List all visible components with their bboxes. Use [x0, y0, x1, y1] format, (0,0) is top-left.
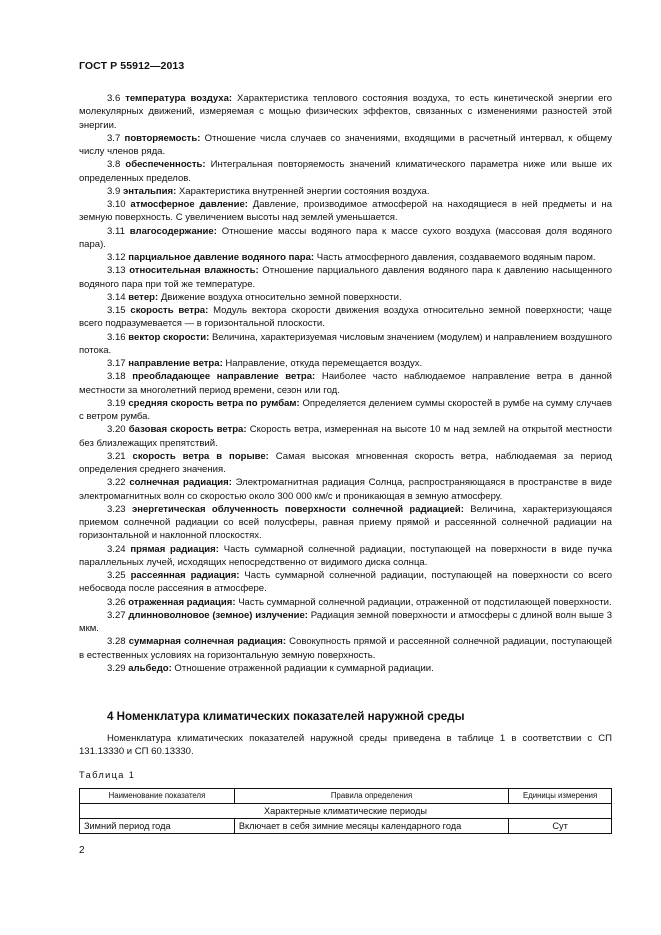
definition-item: [79, 370, 612, 397]
table-header-cell: Наименование показателя: [80, 789, 235, 804]
definition-text: Давление, производимое атмосферой на находящиеся в ней предметы и на земную поверхность. С увеличением высоты над землей уменьшается.: [79, 199, 612, 224]
table-cell: Включает в себя зимние месяцы календарного года: [234, 819, 508, 834]
definition-text: Отношение парциального давления водяного пара к давлению насыщенного водяного пара при той же температуре.: [79, 265, 613, 290]
definition-text: Характеристика теплового состояния воздуха, то есть кинетической энергии его молекулярных движений, измеряемая с мощью физических эффектов, связанных с изменениями разностей этой энергии.: [79, 93, 613, 131]
definition-item: [79, 291, 612, 304]
definition-text: Скорость ветра, измеренная на высоте 10 м над землей на открытой местности без близлежащих препятствий.: [79, 424, 612, 449]
definition-term: атмосферное давление:: [130, 199, 248, 210]
definition-term: солнечная радиация:: [129, 477, 232, 489]
definition-number: 3.13: [107, 265, 126, 277]
definitions-list: [79, 92, 612, 675]
definition-number: 3.19: [107, 397, 126, 409]
definition-number: 3.22: [107, 477, 126, 489]
definition-item: [79, 596, 612, 609]
definition-text: Радиация земной поверхности и атмосферы с длиной волн выше 3 мкм.: [79, 609, 612, 634]
definition-text: Определяется делением суммы скоростей в румбе на сумму случаев с ветром румба.: [79, 397, 613, 422]
definition-number: 3.9: [107, 185, 121, 197]
table-group-cell: Характерные климатические периоды: [80, 804, 612, 819]
definition-term: скорость ветра:: [130, 305, 209, 316]
definition-number: 3.6: [107, 93, 121, 104]
table-header-cell: Правила определения: [234, 789, 508, 804]
definition-term: ветер:: [128, 291, 159, 303]
definition-item: [79, 198, 612, 225]
definition-text: Часть суммарной солнечной радиации, поступающей на поверхности со всего небосвода после рассеяния в атмосфере.: [79, 570, 613, 595]
definition-term: обеспеченность:: [125, 159, 206, 171]
climate-table: [79, 788, 612, 834]
definition-text: Часть суммарной солнечной радиации, поступающей на поверхности в виде пучка параллельных лучей, исходящих непосредственно от видимого диска солнца.: [79, 543, 612, 568]
definition-item: [79, 423, 612, 450]
definition-text: Величина, характеризуемая числовым значением (модулем) и направлением воздушного потока.: [79, 331, 613, 356]
definition-item: [79, 251, 612, 264]
definition-item: [79, 357, 612, 370]
definition-number: 3.12: [107, 252, 126, 263]
definition-term: рассеянная радиация:: [130, 570, 240, 581]
definition-text: Совокупность прямой и рассеянной солнечной радиации, поступающей в естественных условиях на горизонтальную земную поверхность.: [79, 636, 612, 661]
definition-term: вектор скорости:: [128, 331, 210, 343]
document-header: ГОСТ Р 55912—2013: [79, 60, 185, 72]
definition-item: [79, 225, 612, 252]
definition-term: базовая скорость ветра:: [128, 424, 247, 436]
definition-item: [79, 635, 612, 662]
table-row: [80, 819, 612, 834]
definition-number: 3.25: [107, 570, 126, 581]
definition-number: 3.18: [107, 371, 126, 383]
definition-number: 3.14: [107, 291, 126, 303]
definition-number: 3.16: [107, 331, 126, 343]
definition-number: 3.15: [107, 305, 126, 316]
definition-item: [79, 569, 612, 596]
definition-text: Интегральная повторяемость значений климатического параметра ниже или выше их определенных пределов.: [79, 159, 612, 184]
definition-number: 3.24: [107, 543, 126, 555]
definition-term: парциальное давление водяного пара:: [128, 252, 315, 263]
definition-number: 3.10: [107, 199, 126, 210]
definition-term: прямая радиация:: [130, 543, 219, 555]
definition-text: Движение воздуха относительно земной поверхности.: [158, 291, 402, 303]
definition-term: суммарная солнечная радиация:: [128, 636, 287, 648]
definition-number: 3.23: [107, 503, 126, 515]
definition-number: 3.11: [107, 225, 125, 237]
definition-term: энергетическая облученность поверхности солнечной радиацией:: [131, 503, 464, 515]
definition-number: 3.20: [107, 424, 126, 436]
definition-text: Часть атмосферного давления, создаваемого водяным паром.: [314, 252, 596, 263]
table-header-row: [80, 789, 612, 804]
definition-item: [79, 264, 612, 291]
definition-term: альбедо:: [128, 662, 172, 674]
definition-item: [79, 331, 612, 358]
section-paragraph: Номенклатура климатических показателей наружной среды приведена в таблице 1 в соответствии с СП 131.13330 и СП 60.13330.: [79, 733, 612, 758]
definition-item: [79, 503, 612, 543]
definition-term: средняя скорость ветра по румбам:: [128, 397, 300, 409]
definition-item: [79, 543, 612, 570]
definition-item: [79, 450, 612, 477]
definition-text: Часть суммарной солнечной радиации, отраженной от подстилающей поверхности.: [235, 596, 612, 608]
table-group-row: [80, 804, 612, 819]
definition-number: 3.29: [107, 662, 126, 674]
definition-item: [79, 609, 612, 636]
definition-text: Направление, откуда перемещается воздух.: [222, 358, 423, 369]
definition-term: преобладающее направление ветра:: [132, 371, 316, 383]
definition-text: Характеристика внутренней энергии состояния воздуха.: [176, 185, 430, 197]
definition-item: [79, 132, 612, 159]
definition-term: повторяемость:: [124, 132, 201, 144]
definition-text: Наиболее часто наблюдаемое направление ветра в данной местности за многолетний период времени, сезон или год.: [79, 371, 612, 396]
definition-number: 3.27: [107, 609, 126, 621]
definition-item: [79, 397, 612, 424]
table-cell: Зимний период года: [80, 819, 235, 834]
definition-term: влагосодержание:: [129, 225, 217, 237]
definition-term: отраженная радиация:: [128, 596, 236, 608]
definition-item: [79, 185, 612, 198]
definition-text: Отношение числа случаев со значениями, входящими в расчетный интервал, к общему числу членов ряда.: [79, 132, 613, 157]
table-cell: Сут: [509, 819, 612, 834]
definition-text: Самая высокая мгновенная скорость ветра, наблюдаемая за период определения среднего значения.: [79, 450, 612, 475]
definition-text: Отношение массы водяного пара к массе сухого воздуха (массовая доля водяного пара).: [79, 225, 613, 250]
definition-term: скорость ветра в порыве:: [132, 450, 269, 462]
page-number: 2: [79, 845, 85, 856]
definition-text: Величина, характеризующаяся приемом солнечной радиации со всей полусферы, равная приему прямой и рассеянной солнечной радиации на горизонтальной и наклонной плоскостях.: [79, 503, 613, 542]
section-heading: 4 Номенклатура климатических показателей наружной среды: [107, 710, 465, 723]
definition-text: Электромагнитная радиация Солнца, распространяющаяся в пространстве в виде электромагнитных волн со скоростью около 300 000 км/с и проникающая в земную атмосферу.: [79, 477, 613, 502]
definition-term: длинноволновое (земное) излучение:: [128, 609, 308, 621]
definition-item: [79, 304, 612, 331]
definition-item: [79, 92, 612, 132]
definition-number: 3.28: [107, 636, 126, 648]
definition-term: относительная влажность:: [129, 265, 259, 277]
definition-number: 3.17: [107, 358, 126, 369]
definition-term: температура воздуха:: [125, 93, 233, 104]
definition-item: [79, 476, 612, 503]
definition-number: 3.21: [107, 450, 126, 462]
definition-term: энтальпия:: [122, 185, 177, 197]
definition-number: 3.7: [107, 132, 121, 144]
definition-number: 3.8: [107, 159, 121, 171]
definition-number: 3.26: [107, 596, 126, 608]
table-header-cell: Единицы измерения: [509, 789, 612, 804]
definition-text: Модуль вектора скорости движения воздуха относительно земной поверхности; чаще всего подразумевается — в горизонтальной плоскости.: [79, 305, 612, 330]
table-caption: Таблица 1: [79, 770, 136, 780]
definition-term: направление ветра:: [128, 358, 223, 369]
definition-item: [79, 662, 612, 675]
definition-item: [79, 158, 612, 185]
definition-text: Отношение отраженной радиации к суммарной радиации.: [171, 662, 434, 674]
